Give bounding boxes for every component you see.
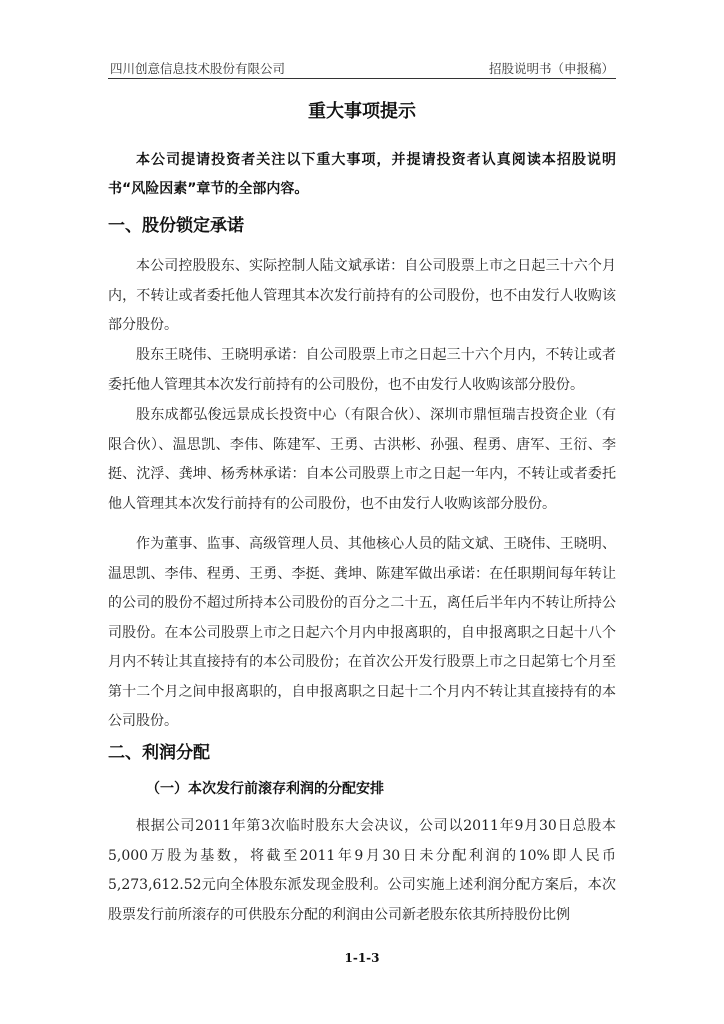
subsection-heading-retained-profit: （一）本次发行前滚存利润的分配安排 xyxy=(146,781,384,797)
page-header xyxy=(108,56,616,79)
paragraph-controlling-shareholder: 本公司控股股东、实际控制人陆文斌承诺：自公司股票上市之日起三十六个月内，不转让或者委托他人管理其本次发行前持有的公司股份，也不由发行人收购该部分股份。 xyxy=(108,258,616,333)
paragraph-directors-commitment: 作为董事、监事、高级管理人员、其他核心人员的陆文斌、王晓伟、王晓明、温思凯、李伟、程勇、王勇、李挺、龚坤、陈建军做出承诺：在任职期间每年转让的公司的股份不超过所持本公司股份的百分之二十五，离任后半年内不转让所持公司股份。在本公司股票上市之日起六个月内申报离职的，自申报离职之日起十八个月内不转让其直接持有的本公司股份；在首次公开发行股票上市之日起第七个月至第十二个月之间申报离职的，自申报离职之日起十二个月内不转让其直接持有的本公司股份。 xyxy=(108,536,616,729)
investor-notice: 本公司提请投资者关注以下重大事项，并提请投资者认真阅读本招股说明书“风险因素”章节的全部内容。 xyxy=(108,152,616,197)
page-number: 1-1-3 xyxy=(344,951,380,965)
paragraph-shareholders-wang: 股东王晓伟、王晓明承诺：自公司股票上市之日起三十六个月内，不转让或者委托他人管理其本次发行前持有的公司股份，也不由发行人收购该部分股份。 xyxy=(108,347,616,393)
header-document-type: 招股说明书（申报稿） xyxy=(488,61,614,76)
paragraph-retained-profit: 根据公司2011年第3次临时股东大会决议，公司以2011年9月30日总股本5,000万股为基数，将截至2011年9月30日未分配利润的10%即人民币5,273,612.52元向全体股东派发现金股利。公司实施上述利润分配方案后，本次股票发行前所滚存的可供股东分配的利润由公司新老股东依其所持股份比例 xyxy=(108,818,616,923)
header-company-name: 四川创意信息技术股份有限公司 xyxy=(110,61,286,76)
paragraph-other-shareholders: 股东成都弘俊远景成长投资中心（有限合伙）、深圳市鼎恒瑞吉投资企业（有限合伙）、温思凯、李伟、陈建军、王勇、古洪彬、孙强、程勇、唐军、王衍、李挺、沈浮、龚坤、杨秀林承诺：自本公司股票上市之日起一年内，不转让或者委托他人管理其本次发行前持有的公司股份，也不由发行人收购该部分股份。 xyxy=(108,407,616,512)
section-heading-share-lockup: 一、股份锁定承诺 xyxy=(108,216,244,236)
page-title: 重大事项提示 xyxy=(308,101,416,122)
section-heading-profit-distribution: 二、利润分配 xyxy=(108,743,210,763)
